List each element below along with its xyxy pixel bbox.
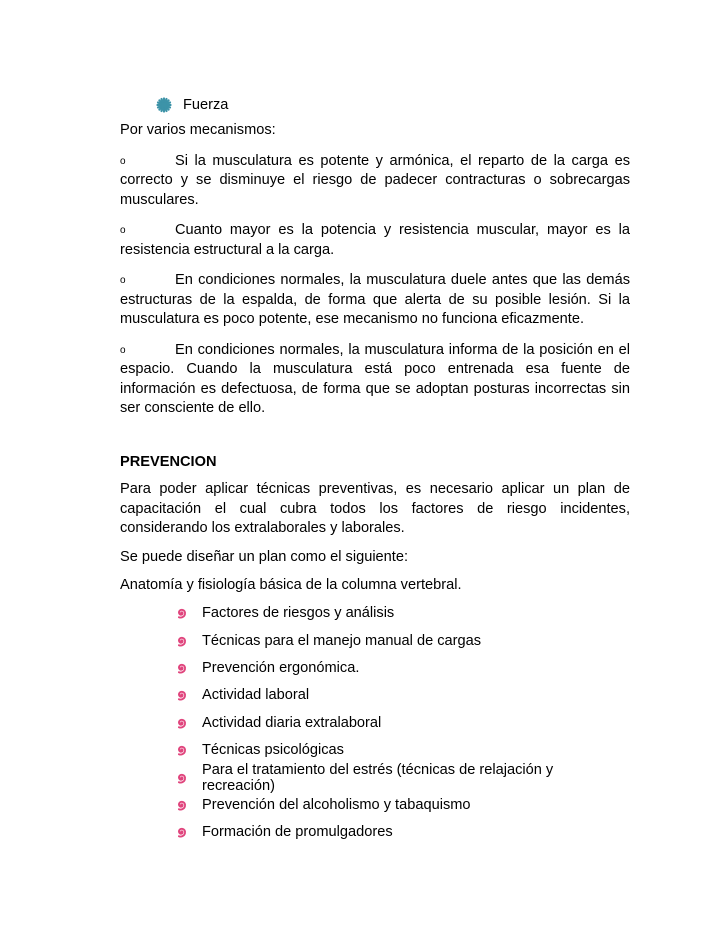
mechanism-text: Si la musculatura es potente y armónica, el reparto de la carga es correcto y se disminuye el riesgo de padecer contracturas o sobrecargas musculares.	[120, 152, 630, 208]
list-item-text: Actividad diaria extralaboral	[202, 714, 382, 731]
list-item-text: Técnicas psicológicas	[202, 742, 344, 759]
circle-marker: o	[120, 155, 126, 167]
list-item	[174, 761, 630, 794]
asterisk-bullet-icon	[156, 97, 172, 113]
list-item-text: Técnicas para el manejo manual de cargas	[202, 632, 482, 649]
swirl-bullet-icon	[174, 743, 188, 757]
anatomy-line: Anatomía y fisiología básica de la columna vertebral.	[120, 577, 462, 593]
mechanism-text: En condiciones normales, la musculatura duele antes que las demás estructuras de la espalda, de forma que alerta de su posible lesión. Si la musculatura es poco potente, ese mecanismo no funciona eficazmente.	[120, 272, 630, 327]
list-item-text: Prevención del alcoholismo y tabaquismo	[202, 796, 471, 813]
plan-list	[120, 600, 630, 847]
mechanism-item	[120, 271, 630, 330]
mechanism-item	[120, 341, 630, 419]
list-item-text: Prevención ergonómica.	[202, 659, 360, 676]
document-page	[120, 94, 630, 846]
list-item-text: Factores de riesgos y análisis	[202, 605, 395, 622]
prevention-paragraph: Para poder aplicar técnicas preventivas, es necesario aplicar un plan de capacitación el cual cubra todos los factores de riesgo incidentes, considerando los extralaborales y laborales.	[120, 481, 630, 536]
swirl-bullet-icon	[174, 825, 188, 839]
mechanism-item	[120, 152, 630, 211]
list-item	[174, 682, 630, 709]
plan-intro: Se puede diseñar un plan como el siguiente:	[120, 548, 409, 565]
swirl-bullet-icon	[174, 634, 188, 648]
list-item	[174, 600, 630, 627]
mechanism-item	[120, 221, 630, 260]
swirl-bullet-icon	[174, 606, 188, 620]
list-item	[174, 654, 630, 681]
top-bullet-label: Fuerza	[183, 97, 229, 113]
list-item	[174, 709, 630, 736]
list-item-text: Formación de promulgadores	[202, 824, 393, 841]
mechanisms-list	[120, 152, 630, 419]
swirl-bullet-icon	[174, 661, 188, 675]
mechanism-text: En condiciones normales, la musculatura informa de la posición en el espacio. Cuando la musculatura está poco entrenada esa fuente de información es defectuosa, de forma que se adoptan posturas incorrectas sin ser consciente de ello.	[120, 341, 630, 416]
top-bullet	[156, 94, 630, 116]
list-item	[174, 791, 630, 818]
list-item	[174, 736, 630, 763]
mechanisms-intro: Por varios mecanismos:	[120, 122, 276, 138]
section-heading: PREVENCION	[120, 453, 217, 470]
circle-marker: o	[120, 275, 126, 286]
list-item	[174, 819, 630, 846]
swirl-bullet-icon	[174, 688, 188, 702]
swirl-bullet-icon	[174, 716, 188, 730]
circle-marker: o	[120, 344, 126, 356]
mechanism-text: Cuanto mayor es la potencia y resistencia muscular, mayor es la resistencia estructural a la carga.	[120, 222, 630, 258]
list-item-text: Actividad laboral	[202, 687, 310, 704]
circle-marker: o	[120, 225, 126, 236]
list-item-text: Para el tratamiento del estrés (técnicas de relajación y recreación)	[202, 761, 554, 794]
list-item	[174, 627, 630, 654]
swirl-bullet-icon	[174, 798, 188, 812]
swirl-bullet-icon	[174, 771, 188, 785]
